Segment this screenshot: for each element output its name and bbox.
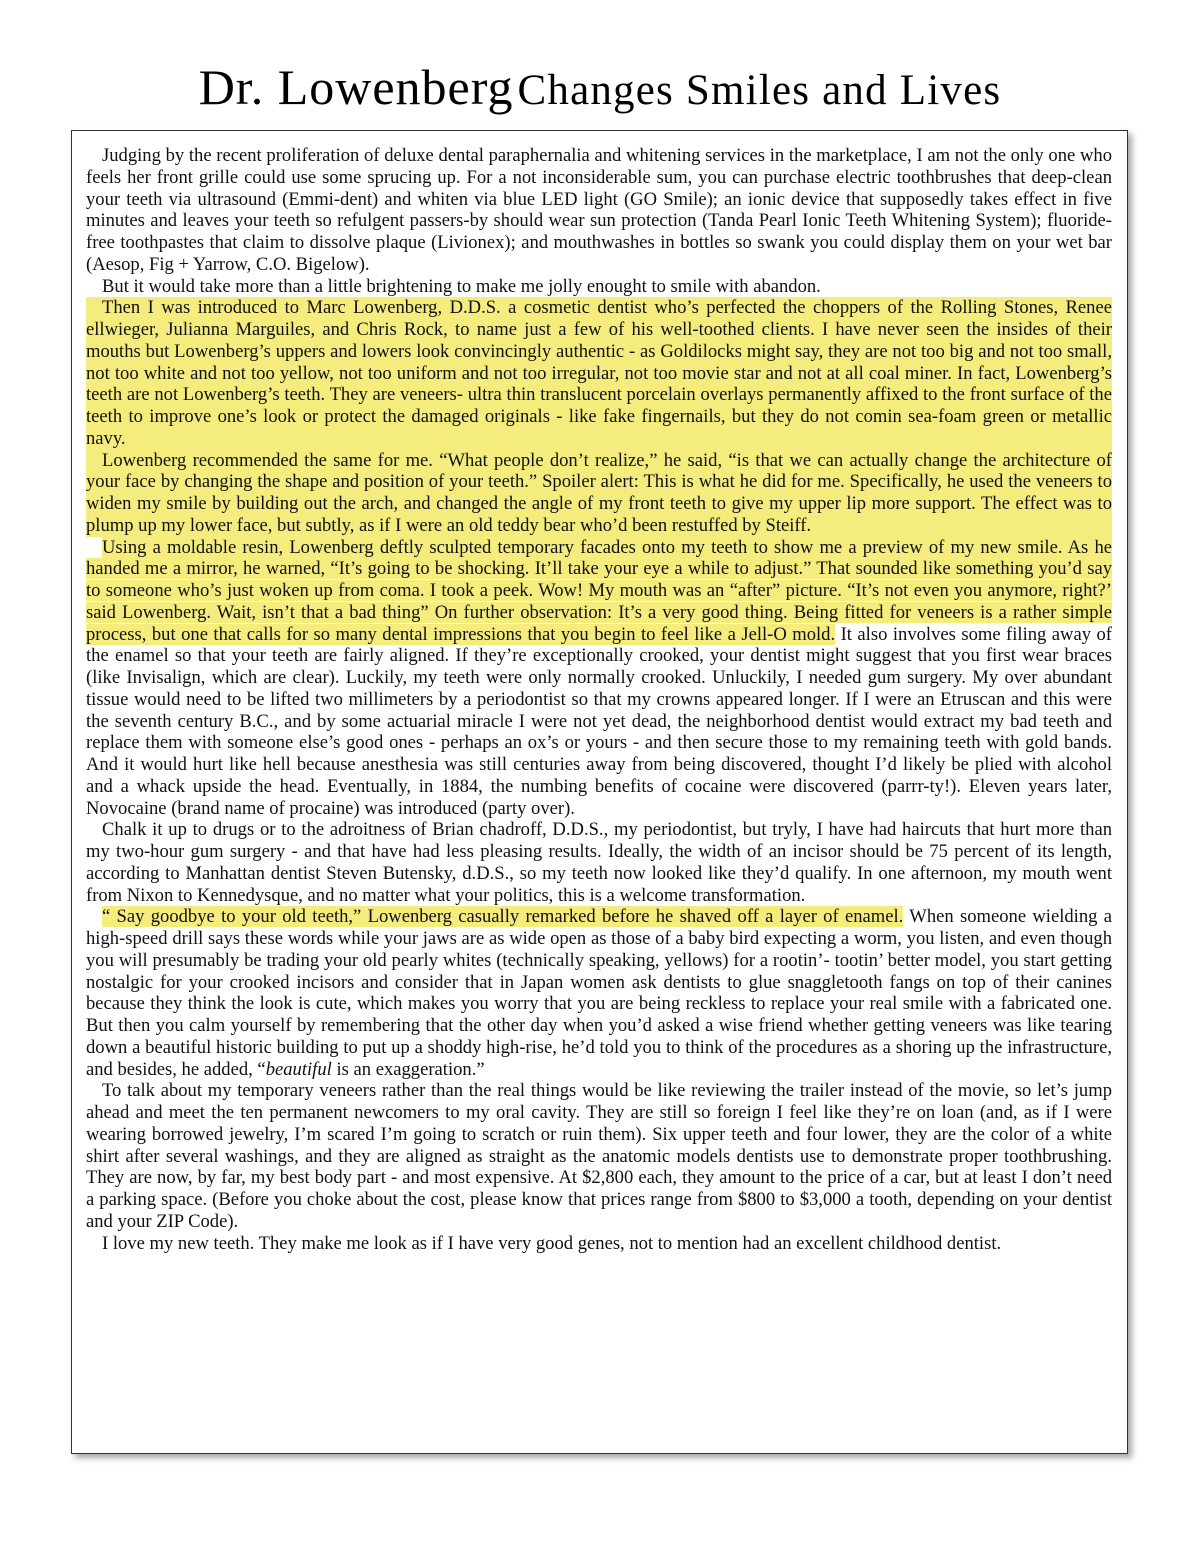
paragraph-6: Chalk it up to drugs or to the adroitness of Brian chadroff, D.D.S., my periodontist, but tryly, I have had haircuts that hurt more than my two-hour gum surgery - and that have had less pleasing results. Ideally, the width of an incisor should be 75 percent of its length, according to Manhattan dentist Steven Butensky, d.D.S., so my teeth now looked like they’d qualify. In one afternoon, my mouth went from Nixon to Kennedysque, and no matter what your politics, this is a welcome transformation.	[86, 819, 1112, 906]
paragraph-3-highlighted: Then I was introduced to Marc Lowenberg, D.D.S. a cosmetic dentist who’s perfected the choppers of the Rolling Stones, Renee ellwieger, Julianna Marguiles, and Chris Rock, to name just a few of his well-toothed clients. I have never seen the insides of their mouths but Lowenberg’s uppers and lowers look convincingly authentic - as Goldilocks might say, they are not too big and not too small, not too white and not too yellow, not too uniform and not too irregular, not too movie star and not at all coal miner. In fact, Lowenberg’s teeth are not Lowenberg’s teeth. They are veneers- ultra thin translucent porcelain overlays permanently affixed to the front surface of the teeth to improve one’s look or protect the damaged originals - like fake fingernails, but they do not comin sea-foam green or metallic navy.	[86, 297, 1112, 449]
article-box	[71, 130, 1128, 1454]
paragraph-5	[86, 537, 1112, 820]
title-name: Dr. Lowenberg	[198, 59, 514, 115]
article-body	[86, 145, 1112, 1254]
paragraph-7-italic: beautiful	[265, 1058, 332, 1080]
page-title	[0, 58, 1200, 116]
paragraph-7-highlight: “ Say goodbye to your old teeth,” Lowenberg casually remarked before he shaved off a layer of enamel.	[102, 906, 904, 928]
paragraph-5-rest: It also involves some filing away of the enamel so that your teeth are fairly aligned. If they’re exceptionally crooked, your dentist might suggest that you first wear braces (like Invisalign, which are clear). Luckily, my teeth were only normally crooked. Unluckily, I needed gum surgery. My over abundant tissue would need to be lifted two millimeters by a periodontist so that my crowns appeared longer. If I were an Etruscan and this were the seventh century B.C., and by some actuarial miracle I were not yet dead, the neighborhood dentist would extract my bad teeth and replace them with someone else’s good ones - perhaps an ox’s or yours - and then secure those to my remaining teeth with gold bands. And it would hurt like hell because anesthesia was still centuries away from being discovered, thought I’d likely be plied with alcohol and a whack upside the head. Eventually, in 1884, the numbing benefits of cocaine were discovered (parrr-ty!). Eleven years later, Novocaine (brand name of procaine) was introduced (party over).	[86, 623, 1112, 819]
paragraph-9: I love my new teeth. They make me look as if I have very good genes, not to mention had an excellent childhood dentist.	[102, 1232, 1002, 1254]
paragraph-5-highlight: Using a moldable resin, Lowenberg deftly sculpted temporary facades onto my teeth to show me a preview of my new smile. As he handed me a mirror, he warned, “It’s going to be shocking. It’ll take your eye a while to adjust.” That sounded like something you’d say to someone who’s just woken up from coma. I took a peek. Wow! My mouth was an “after” picture. “It’s not even you anymore, right?’ said Lowenberg. Wait, isn’t that a bad thing” On further observation: It’s a very good thing. Being fitted for veneers is a rather simple process, but one that calls for so many dental impressions that you begin to feel like a Jell-O mold.	[86, 536, 1112, 645]
paragraph-2: But it would take more than a little brightening to make me jolly enought to smile with abandon.	[102, 275, 821, 297]
title-rest: Changes Smiles and Lives	[517, 67, 1002, 114]
paragraph-1: Judging by the recent proliferation of deluxe dental paraphernalia and whitening services in the marketplace, I am not the only one who feels her front grille could use some sprucing up. For a not inconsiderable sum, you can purchase electric toothbrushes that deep-clean your teeth via ultrasound (Emmi-dent) and whiten via blue LED light (GO Smile); an ionic device that supposedly takes effect in five minutes and leaves your teeth so refulgent passers-by should wear sun protection (Tanda Pearl Ionic Teeth Whitening System); fluoride-free toothpastes that claim to dissolve plaque (Livionex); and mouthwashes in bottles so swank you could display them on your wet bar (Aesop, Fig + Yarrow, C.O. Bigelow).	[86, 145, 1112, 275]
paragraph-7-rest: When someone wielding a high-speed drill says these words while your jaws are as wide open as those of a baby bird expecting a worm, you listen, and even though you will presumably be trading your old pearly whites (technically speaking, yellows) for a rootin’- tootin’ better model, you start getting nostalgic for your crooked incisors and consider that in Japan women ask dentists to glue snaggletooth fangs on top of their canines because they think the look is cute, which makes you worry that you are being reckless to replace your real smile with a fabricated one. But then you calm yourself by remembering that the other day when you’d asked a wise friend whether getting veneers was like tearing down a beautiful historic building to put up a shoddy high-rise, he’d told you to think of the procedures as a shoring up the infrastructure, and besides, he added, “	[86, 906, 1112, 1080]
paragraph-4-highlighted: Lowenberg recommended the same for me. “What people don’t realize,” he said, “is that we can actually change the architecture of your face by changing the shape and position of your teeth.” Spoiler alert: This is what he did for me. Specifically, he used the veneers to widen my smile by building out the arch, and changed the angle of my front teeth to give my upper lip more support. The effect was to plump up my lower face, but subtly, as if I were an old teddy bear who’d been restuffed by Steiff.	[86, 449, 1112, 536]
paragraph-7	[86, 906, 1112, 1080]
paragraph-7-end: is an exaggeration.”	[331, 1058, 485, 1080]
paragraph-8: To talk about my temporary veneers rather than the real things would be like reviewing the trailer instead of the movie, so let’s jump ahead and meet the ten permanent newcomers to my oral cavity. They are still so foreign I feel like they’re on loan (and, as if I were wearing borrowed jewelry, I’m scared I’m going to scratch or ruin them). Six upper teeth and four lower, they are the color of a white shirt after several washings, and they are aligned as straight as the anatomic models dentists use to demonstrate proper toothbrushing. They are now, by far, my best body part - and most expensive. At $2,800 each, they amount to the price of a car, but at least I don’t need a parking space. (Before you choke about the cost, please know that prices range from $800 to $3,000 a tooth, depending on your dentist and your ZIP Code).	[86, 1080, 1112, 1232]
